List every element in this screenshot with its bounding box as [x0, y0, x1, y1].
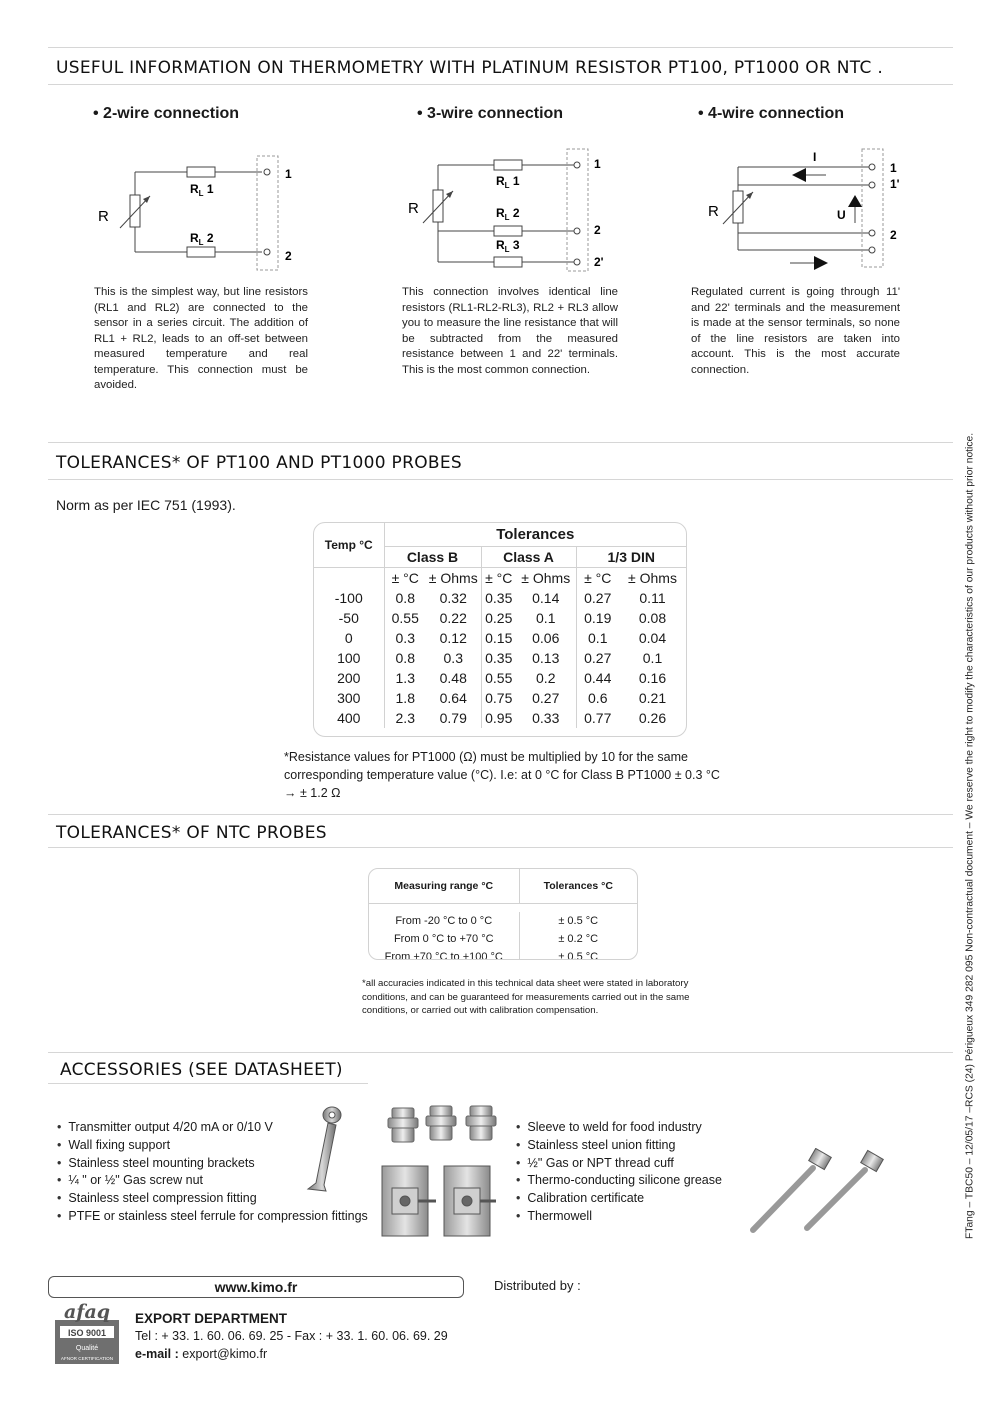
tolerance-cell: 0.55 — [481, 668, 516, 688]
tolerance-cell: 0.79 — [439, 710, 467, 726]
list-item: • Wall fixing support — [57, 1137, 368, 1155]
range-cell: From 0 °C to +70 °C — [393, 933, 494, 945]
terminal-2-label: 2 — [594, 223, 601, 237]
din-header: 1/3 DIN — [576, 547, 686, 568]
website-link[interactable]: www.kimo.fr — [48, 1276, 464, 1298]
tolerance-cell: 0.3 — [443, 650, 463, 666]
two-wire-title: • 2-wire connection — [93, 105, 240, 122]
tolerance-cell: 0.44 — [576, 668, 619, 688]
tolerances-header: Tolerances — [384, 523, 686, 547]
svg-text:ISO 9001: ISO 9001 — [67, 1328, 107, 1338]
voltage-arrow-up — [848, 195, 862, 207]
ntc-tolerance-header: Tolerances °C — [519, 869, 637, 904]
line-resistor-1-label: $R_L$ 1 — [496, 174, 520, 190]
table-row — [314, 648, 686, 668]
thermowell-image — [745, 1148, 895, 1236]
temp-cell: 300 — [337, 690, 361, 706]
table-row — [314, 628, 686, 648]
tolerance-cell: 0.21 — [638, 690, 667, 706]
unit-celsius: ± °C — [481, 568, 516, 589]
section-title-ntc-tolerances: TOLERANCES* OF NTC PROBES — [56, 823, 327, 843]
current-arrow-left — [792, 168, 806, 182]
tolerance-cell: 0.35 — [481, 648, 516, 668]
temp-cell: -100 — [334, 590, 363, 606]
table-row — [314, 588, 686, 608]
pt-tolerance-table — [313, 522, 687, 737]
resistor-label: R — [708, 203, 719, 220]
tolerance-cell: ± 0.2 °C — [519, 930, 637, 948]
mounting-brackets-image — [378, 1160, 500, 1240]
tolerance-cell: 0.08 — [638, 610, 667, 626]
tolerance-cell: 0.35 — [481, 588, 516, 608]
compression-fittings-image — [382, 1102, 504, 1150]
svg-text:afaq: afaq — [63, 1302, 111, 1323]
tolerance-cell: 0.19 — [576, 608, 619, 628]
terminal-1-label: 1 — [890, 161, 897, 175]
temp-cell: 400 — [337, 710, 361, 726]
unit-celsius: ± °C — [384, 568, 426, 589]
line-resistor-2-label: $R_L$ 2 — [496, 206, 520, 222]
distributed-by: Distributed by : — [494, 1278, 581, 1293]
list-item: • Sleeve to weld for food industry — [516, 1119, 722, 1137]
terminal-1-prime-label: 1' — [890, 177, 900, 191]
list-item: • Calibration certificate — [516, 1190, 722, 1208]
tolerance-cell: 0.8 — [384, 648, 426, 668]
four-wire-title: • 4-wire connection — [698, 105, 845, 122]
unit-ohms: ± Ohms — [521, 570, 571, 586]
temp-cell: 0 — [344, 630, 353, 646]
accessories-list-right — [516, 1119, 722, 1226]
two-wire-diagram — [90, 150, 320, 275]
section-rule — [48, 814, 953, 815]
tolerance-cell: 0.55 — [384, 608, 426, 628]
table-row — [314, 708, 686, 728]
pt1000-note: *Resistance values for PT1000 (Ω) must be multiplied by 10 for the same corresponding temperature value (°C). I.e: at 0 °C for Class B PT1000 ± 0.3 °C → ± 1.2 Ω — [284, 750, 720, 800]
tolerance-cell: 0.27 — [576, 648, 619, 668]
tolerance-cell: 0.22 — [439, 610, 467, 626]
three-wire-diagram — [402, 145, 632, 275]
list-item: • ½" Gas or NPT thread cuff — [516, 1155, 722, 1173]
terminal-2-prime-label: 2' — [594, 255, 604, 269]
tolerance-cell: ± 0.5 °C — [519, 912, 637, 930]
unit-ohms: ± Ohms — [628, 570, 677, 586]
tolerance-cell: 0.32 — [439, 590, 467, 606]
tolerance-cell: 0.14 — [532, 590, 560, 606]
two-wire-description: This is the simplest way, but line resistors (RL1 and RL2) are connected to the sensor in a series circuit. The addition of RL1 + RL2, leads to an off-set between measured temperature and real temperature. This connection must be avoided. — [94, 286, 308, 391]
table-row — [369, 948, 637, 960]
four-wire-diagram — [700, 145, 930, 275]
tolerance-cell: 0.27 — [532, 690, 560, 706]
list-item: • Stainless steel compression fitting — [57, 1190, 368, 1208]
table-row — [314, 688, 686, 708]
terminal-2-label: 2 — [890, 228, 897, 242]
ntc-tolerance-table — [368, 868, 638, 960]
resistor-label: R — [408, 200, 419, 217]
tolerance-cell: 0.1 — [576, 628, 619, 648]
tolerance-cell: 0.06 — [532, 630, 560, 646]
range-cell: From +70 °C to +100 °C — [384, 951, 503, 960]
tolerance-cell: 0.26 — [638, 710, 667, 726]
list-item: • ¼ " or ½" Gas screw nut — [57, 1172, 368, 1190]
unit-celsius: ± °C — [576, 568, 619, 589]
tolerance-cell: 1.3 — [384, 668, 426, 688]
tolerance-cell: 0.27 — [576, 588, 619, 608]
temp-cell: 100 — [337, 650, 361, 666]
tolerance-cell: 0.11 — [639, 590, 666, 606]
section-title-accessories: ACCESSORIES (SEE DATASHEET) — [60, 1060, 343, 1080]
tolerance-cell: 0.77 — [576, 708, 619, 728]
section-title-pt-tolerances: TOLERANCES* OF PT100 AND PT1000 PROBES — [56, 453, 462, 473]
line-resistor-3-label: $R_L$ 3 — [496, 238, 520, 254]
table-row — [314, 668, 686, 688]
table-row — [369, 930, 637, 948]
table-row — [314, 608, 686, 628]
unit-ohms: ± Ohms — [428, 570, 478, 586]
list-item: • Stainless steel mounting brackets — [57, 1155, 368, 1173]
afaq-logo — [54, 1302, 120, 1366]
class-b-header: Class B — [384, 547, 481, 568]
temp-cell: -50 — [338, 610, 359, 626]
section-rule — [48, 84, 953, 85]
tolerance-cell: 0.8 — [384, 588, 426, 608]
tolerance-cell: 0.15 — [481, 628, 516, 648]
list-item: • Thermowell — [516, 1208, 722, 1226]
tolerance-cell: 0.33 — [532, 710, 560, 726]
section-rule — [48, 1083, 368, 1084]
temp-cell: 200 — [337, 670, 361, 686]
tolerance-cell: 0.6 — [576, 688, 619, 708]
section-rule — [48, 442, 953, 443]
section-rule — [48, 47, 953, 48]
tolerance-cell: 0.64 — [439, 690, 467, 706]
tolerance-cell: 0.2 — [536, 670, 556, 686]
side-legal-text — [960, 432, 980, 1250]
temp-header: Temp °C — [324, 538, 373, 552]
email-address[interactable]: export@kimo.fr — [178, 1347, 268, 1361]
voltage-label: U — [837, 208, 846, 222]
email-line — [135, 1347, 267, 1361]
svg-text:Qualité: Qualité — [75, 1345, 99, 1352]
three-wire-description: This connection involves identical line resistors (RL1-RL2-RL3), RL2 + RL3 allow you to measure the line resistance that will be subtracted from the measured resistance between 1 and 22' terminals. This is the most common connection. — [402, 286, 618, 376]
tolerance-cell: 0.3 — [384, 628, 426, 648]
list-item: • Transmitter output 4/20 mA or 0/10 V — [57, 1119, 368, 1137]
tolerance-cell: 0.1 — [642, 650, 663, 666]
section-rule — [48, 479, 953, 480]
tolerance-cell: 0.13 — [532, 650, 560, 666]
tolerance-cell: 0.75 — [481, 688, 516, 708]
tolerance-cell: 0.12 — [439, 630, 467, 646]
tolerance-cell: 0.25 — [481, 608, 516, 628]
email-label: e-mail : — [135, 1347, 179, 1361]
class-a-header: Class A — [481, 547, 576, 568]
accuracy-note: *all accuracies indicated in this technical data sheet were stated in laboratory conditions, and can be guaranteed for measurements carried out in the same conditions, or carried out with calibration compensation. — [362, 978, 690, 1016]
side-legal-text-content: FTang – TBC50 – 12/05/17 –RCS (24) Périgueux 349 282 095 Non-contractual document – We reserve the right to modify the characteristics of our products without prior notice. — [964, 432, 976, 1239]
measuring-range-header: Measuring range °C — [369, 869, 519, 904]
range-cell: From -20 °C to 0 °C — [395, 915, 493, 927]
line-resistor-2-label: $R_L$ 2 — [190, 231, 214, 247]
norm-text: Norm as per IEC 751 (1993). — [56, 497, 236, 513]
current-arrow-right — [814, 256, 828, 270]
list-item: • Thermo-conducting silicone grease — [516, 1172, 722, 1190]
resistor-label: R — [98, 208, 109, 225]
tolerance-cell: 2.3 — [384, 708, 426, 728]
tolerance-cell: 0.16 — [638, 670, 667, 686]
units-blank — [314, 568, 384, 589]
section-rule — [48, 1052, 953, 1053]
list-item: • Stainless steel union fitting — [516, 1137, 722, 1155]
three-wire-title: • 3-wire connection — [417, 105, 564, 122]
terminal-1-label: 1 — [594, 157, 601, 171]
tolerance-cell: 0.04 — [638, 630, 667, 646]
phone-fax-line: Tel : + 33. 1. 60. 06. 69. 25 - Fax : + 33. 1. 60. 06. 69. 29 — [135, 1329, 448, 1343]
section-title-thermometry: USEFUL INFORMATION ON THERMOMETRY WITH PLATINUM RESISTOR PT100, PT1000 OR NTC . — [56, 58, 884, 78]
four-wire-description: Regulated current is going through 11' and 22' terminals and the measurement is made at the sensor terminals, so none of the line resistors are taken into account. This is the most accurate connection. — [691, 286, 900, 376]
line-resistor-1-label: $R_L$ 1 — [190, 182, 214, 198]
tolerance-cell: 0.95 — [481, 708, 516, 728]
section-rule — [48, 847, 953, 848]
svg-text:AFNOR CERTIFICATION: AFNOR CERTIFICATION — [60, 1356, 114, 1361]
tolerance-cell: 1.8 — [384, 688, 426, 708]
list-item: • PTFE or stainless steel ferrule for compression fittings — [57, 1208, 368, 1226]
terminal-1-label: 1 — [285, 167, 292, 181]
table-row — [369, 912, 637, 930]
current-label: I — [813, 150, 817, 164]
tolerance-cell: 0.48 — [439, 670, 467, 686]
export-department-title: EXPORT DEPARTMENT — [135, 1311, 288, 1326]
tolerance-cell: ± 0.5 °C — [519, 948, 637, 960]
terminal-2-label: 2 — [285, 249, 292, 263]
tolerance-cell: 0.1 — [536, 610, 556, 626]
wall-fixing-support-image — [298, 1103, 348, 1198]
